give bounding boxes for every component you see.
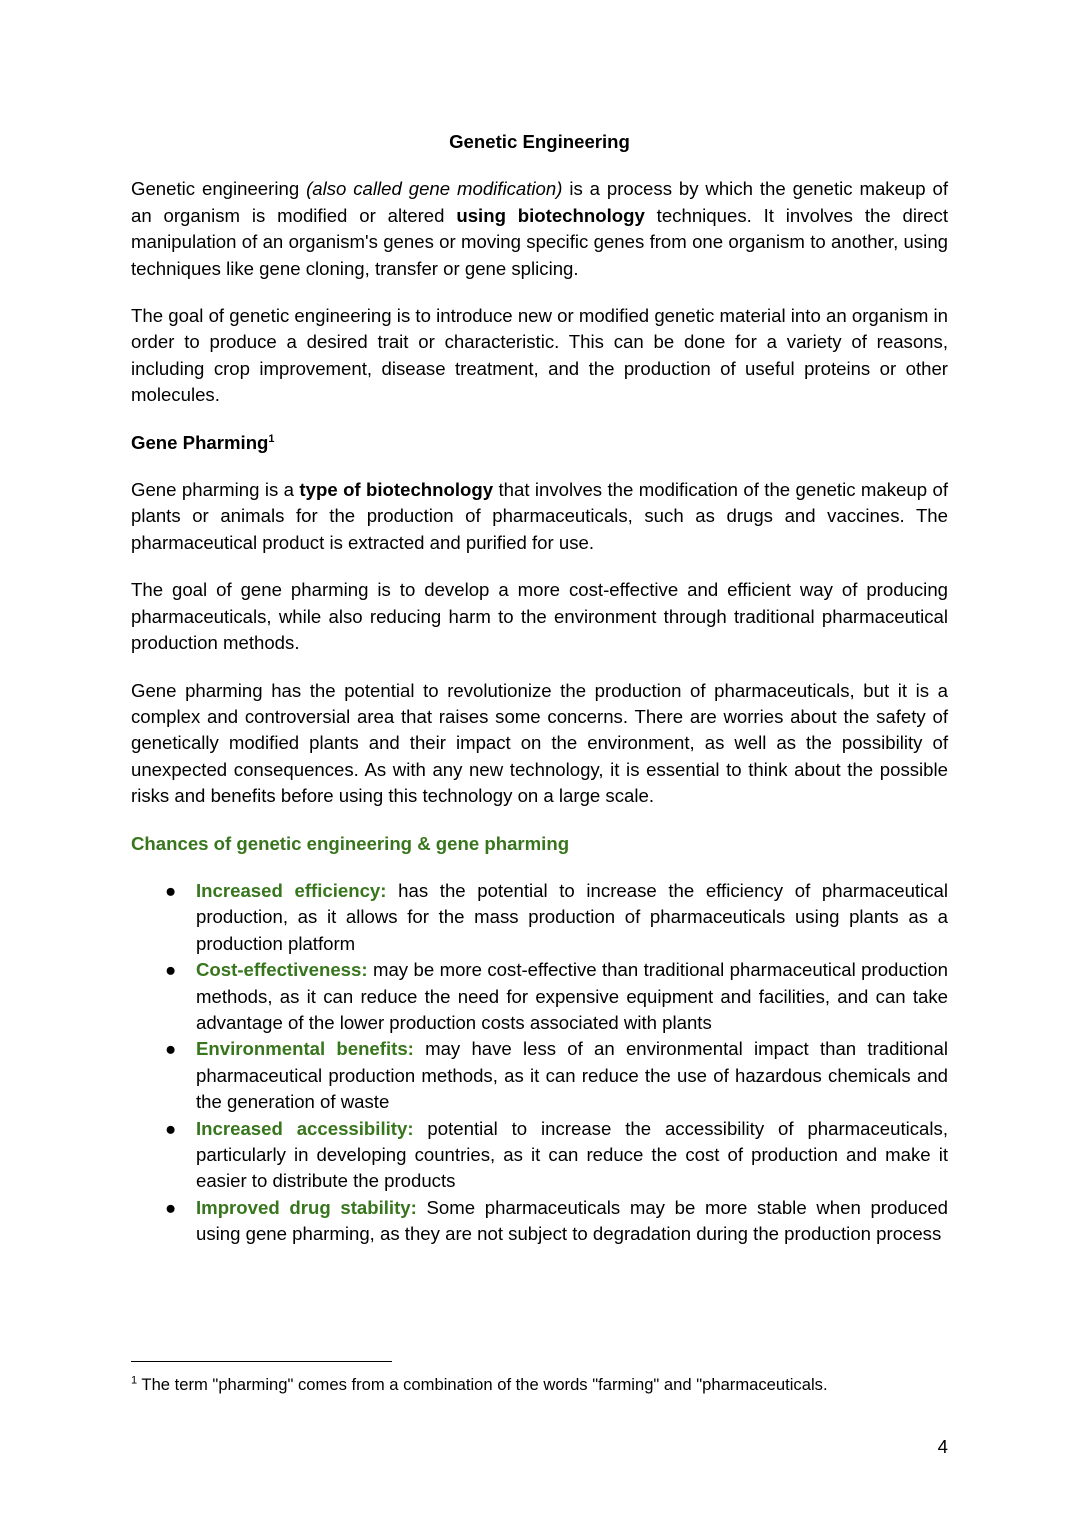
list-item-term: Increased efficiency:: [196, 879, 387, 901]
chances-list: [131, 878, 948, 1248]
footnote-marker: 1: [131, 1374, 138, 1387]
list-item: [131, 1116, 948, 1195]
list-item: [131, 1195, 948, 1248]
list-item-text: may have less of an environmental impact than traditional pharmaceutical production methods, as it can reduce the use of hazardous chemicals and the generation of waste: [196, 1038, 948, 1113]
pharming-concerns-paragraph: Gene pharming has the potential to revolutionize the production of pharmaceuticals, but it is a complex and controversial area that raises some concerns. There are worries about the safety of genetically modified plants and their impact on the environment, as well as the possibility of unexpected consequences. As with any new technology, it is essential to think about the possible risks and benefits before using this technology on a large scale.: [131, 679, 948, 807]
bullet-icon: ●: [165, 1117, 177, 1139]
gene-pharming-heading-text: Gene Pharming: [131, 431, 269, 453]
list-item-text: has the potential to increase the efficiency of pharmaceutical production, as it allows for the mass production of pharmaceuticals using plants as a production platform: [196, 879, 948, 954]
chances-heading: Chances of genetic engineering & gene pharming: [131, 832, 570, 854]
list-item-term: Improved drug stability:: [196, 1196, 417, 1218]
intro-emphasis: using biotechnology: [456, 204, 645, 226]
page-title: Genetic Engineering: [449, 131, 630, 152]
bullet-icon: ●: [165, 879, 177, 901]
footnote-divider: [131, 1361, 392, 1362]
list-item-text: Some pharmaceuticals may be more stable when produced using gene pharming, as they are not subject to degradation during the production process: [196, 1196, 948, 1245]
intro-aside: (also called gene modification): [306, 178, 563, 200]
bullet-icon: ●: [165, 1196, 177, 1218]
bullet-icon: ●: [165, 1038, 177, 1060]
footnote: [131, 1374, 948, 1396]
gene-pharming-heading: [131, 430, 948, 456]
bullet-icon: ●: [165, 959, 177, 981]
list-item-term: Cost-effectiveness:: [196, 959, 368, 981]
footnote-reference[interactable]: 1: [268, 432, 275, 445]
page-content: [131, 129, 948, 1248]
list-item-text: may be more cost-effective than traditional pharmaceutical production methods, as it can reduce the need for expensive equipment and facilities, and can take advantage of the lower production costs associated with plants: [196, 959, 948, 1033]
pharming-emphasis: type of biotechnology: [299, 479, 494, 501]
intro-text-e: techniques. It involves the direct manipulation of an organism's genes or moving specific genes from one organism to another, using techniques like gene cloning, transfer or gene splicing.: [131, 204, 948, 279]
pharming-goal-paragraph: The goal of gene pharming is to develop a more cost-effective and efficient way of producing pharmaceuticals, while also reducing harm to the environment through traditional pharmaceutical production methods.: [131, 579, 948, 654]
pharming-definition-paragraph: [131, 477, 948, 556]
intro-paragraph: [131, 176, 948, 282]
list-item-term: Environmental benefits:: [196, 1038, 414, 1060]
list-item: [131, 878, 948, 957]
pharming-text-a: Gene pharming is a: [131, 479, 300, 501]
intro-text-a: Genetic engineering: [131, 178, 307, 200]
list-item-text: potential to increase the accessibility of pharmaceuticals, particularly in developing countries, as it can reduce the cost of production and make it easier to distribute the products: [196, 1117, 948, 1192]
footnote-text: The term "pharming" comes from a combination of the words "farming" and "pharmaceuticals.: [137, 1375, 828, 1394]
list-item: [131, 1036, 948, 1115]
page-number: 4: [937, 1436, 948, 1457]
goal-paragraph: The goal of genetic engineering is to introduce new or modified genetic material into an organism in order to produce a desired trait or characteristic. This can be done for a variety of reasons, including crop improvement, disease treatment, and the production of useful proteins or other molecules.: [131, 305, 948, 406]
pharming-text-c: that involves the modification of the genetic makeup of plants or animals for the production of pharmaceuticals, such as drugs and vaccines. The pharmaceutical product is extracted and purified for use.: [131, 479, 948, 553]
list-item-term: Increased accessibility:: [196, 1117, 414, 1139]
list-item: [131, 957, 948, 1036]
intro-text-c: is a process by which the genetic makeup of an organism is modified or altered: [131, 178, 949, 226]
